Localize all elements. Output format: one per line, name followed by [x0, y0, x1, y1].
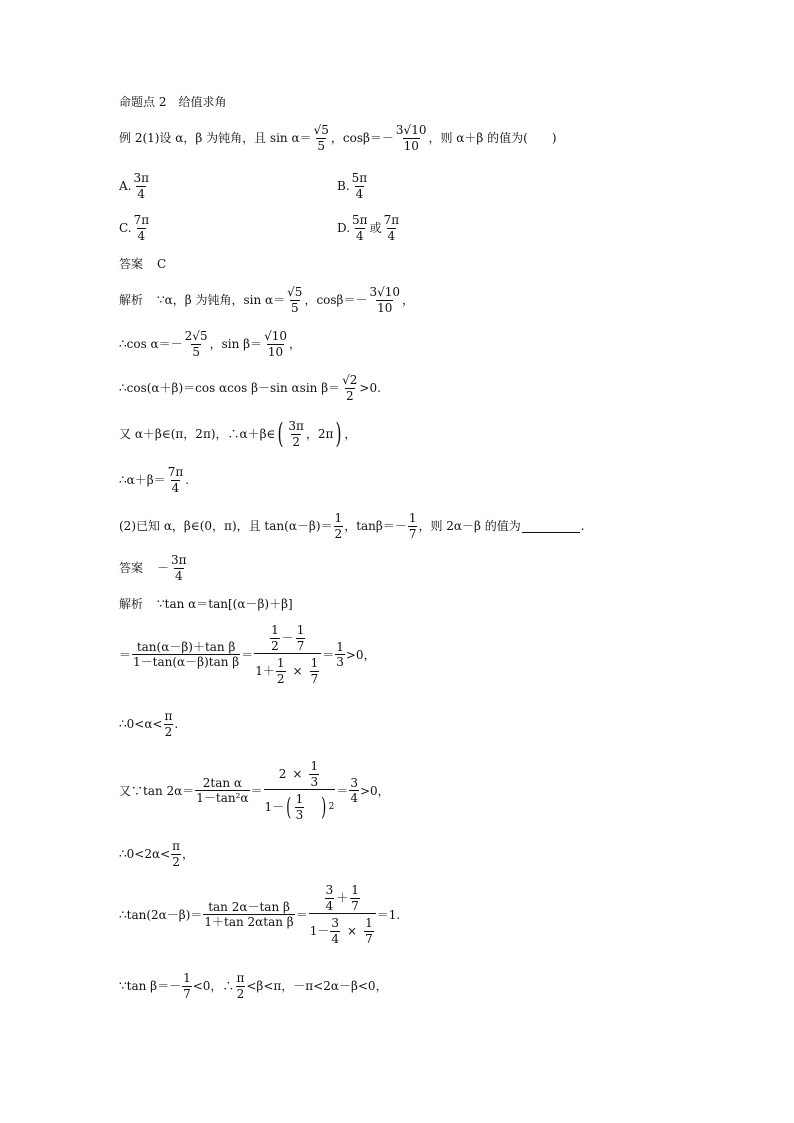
- answer-2: [119, 554, 189, 582]
- den: 5: [192, 344, 200, 359]
- num: 1: [295, 792, 304, 807]
- section-heading: [119, 96, 226, 108]
- num: 1: [310, 656, 319, 671]
- text: ∴α＋β＝: [119, 473, 166, 488]
- num: 5π: [352, 213, 368, 227]
- den: 3: [336, 655, 344, 670]
- example-label: 例 2: [119, 131, 143, 146]
- option-b: [337, 172, 369, 200]
- complex-fraction: [309, 884, 376, 945]
- den: 7: [365, 931, 373, 946]
- num: 1: [183, 971, 191, 985]
- den: 2: [236, 986, 245, 1001]
- text: >0，: [345, 647, 376, 662]
- num: 3π: [288, 419, 304, 433]
- text: ，: [182, 847, 195, 862]
- den: 2: [164, 724, 173, 739]
- option-a: [119, 172, 151, 200]
- complex-den: [254, 653, 321, 685]
- fraction: [195, 777, 249, 805]
- fraction: [167, 466, 185, 494]
- num: 1: [271, 623, 279, 637]
- den: 10: [403, 138, 419, 153]
- option-label: A.: [119, 179, 132, 194]
- complex-den: [309, 913, 376, 945]
- answer-label: 答案: [119, 257, 144, 271]
- fraction: [310, 657, 320, 685]
- right-paren: ): [321, 793, 327, 822]
- plus: ＋: [336, 890, 349, 905]
- complex-num: [268, 624, 307, 653]
- den: 4: [174, 568, 183, 583]
- solution-1-line-3: [119, 374, 381, 402]
- text: ，: [289, 337, 302, 352]
- fraction: [350, 884, 360, 912]
- fraction: [203, 901, 294, 929]
- num: 1: [296, 623, 305, 637]
- fraction-cos: [395, 124, 428, 152]
- text: 又∵tan 2α＝: [119, 783, 195, 798]
- text: (2)已知 α，β∈(0，π)，且 tan(α－β)＝: [119, 519, 333, 534]
- den: 1－tan(α－β)tan β: [133, 655, 240, 670]
- num: 5π: [351, 171, 368, 185]
- text: .: [174, 717, 179, 732]
- text: ，: [402, 293, 415, 308]
- text: ，: [344, 427, 357, 442]
- num: 7π: [383, 213, 400, 227]
- fraction: [349, 777, 359, 805]
- option-d: [337, 214, 401, 242]
- solution-label: 解析: [119, 597, 144, 611]
- den: 7: [351, 898, 359, 913]
- complex-fraction: [254, 624, 321, 685]
- text: .: [185, 473, 190, 488]
- fraction: [295, 793, 305, 821]
- den: 2: [276, 671, 285, 686]
- fraction: [184, 330, 209, 358]
- fraction: [325, 884, 335, 912]
- num: 3: [350, 775, 358, 790]
- text: .: [580, 519, 585, 534]
- num: √10: [264, 329, 287, 343]
- option-c: [119, 214, 151, 242]
- times: ×: [292, 766, 303, 781]
- text: ，则 2α－β 的值为: [418, 519, 521, 534]
- left-paren: (: [277, 417, 284, 451]
- num: 1: [334, 511, 343, 525]
- answer-1: [119, 258, 166, 270]
- text: ，sin β＝: [209, 337, 263, 352]
- text: ＝: [250, 783, 263, 798]
- den: 4: [350, 791, 358, 806]
- num: 3√10: [395, 123, 427, 137]
- den: 4: [355, 228, 364, 243]
- den: 4: [325, 898, 334, 913]
- right-paren: ): [335, 417, 342, 451]
- text: ∵tan β＝－: [119, 979, 182, 994]
- den: 4: [137, 228, 146, 243]
- text: ∴0<2α<: [119, 847, 171, 862]
- num: 2tan α: [202, 775, 243, 790]
- den: 7: [408, 526, 417, 541]
- num: √5: [287, 285, 303, 299]
- answer-sign: －: [157, 561, 170, 576]
- num: π: [172, 839, 181, 853]
- fraction: [270, 624, 280, 652]
- fraction: [309, 760, 319, 788]
- den: 2: [334, 526, 343, 541]
- left-paren: (: [286, 793, 292, 822]
- text: >0.: [359, 381, 381, 396]
- den: 7: [296, 638, 305, 653]
- num: 3: [325, 883, 334, 897]
- solution-2-line-4: [119, 760, 390, 821]
- fraction: [263, 330, 288, 358]
- den: 3: [310, 774, 319, 789]
- den: 4: [137, 186, 146, 201]
- text: ，cosβ＝－: [304, 293, 368, 308]
- num: 3π: [133, 171, 150, 185]
- solution-2-line-1: [119, 598, 293, 610]
- question-suffix: ，则 α＋β 的值为( ): [428, 131, 557, 146]
- text: 1＋: [255, 663, 275, 678]
- fraction: [335, 641, 345, 669]
- text: ＝: [119, 647, 132, 662]
- den: 4: [387, 228, 396, 243]
- num: 3√10: [369, 285, 401, 299]
- text: ∵α，β 为钝角，sin α＝: [157, 293, 286, 308]
- fraction: [171, 840, 181, 868]
- den: 1＋tan 2αtan β: [204, 915, 294, 930]
- text: ∴cos α＝－: [119, 337, 183, 352]
- text: ，2π: [305, 427, 334, 442]
- complex-num: [323, 884, 362, 913]
- num: 1: [336, 639, 344, 654]
- option-label: B.: [337, 179, 350, 194]
- text: <β<π，－π<2α－β<0，: [246, 979, 388, 994]
- option-label: D.: [337, 221, 351, 236]
- den: 7: [310, 671, 319, 686]
- fraction: [182, 972, 192, 1000]
- den: 4: [355, 186, 364, 201]
- den: 2: [292, 434, 300, 449]
- fraction: [296, 624, 306, 652]
- num: π: [236, 971, 245, 985]
- den: 1－tan²α: [196, 791, 249, 806]
- text: ∵tan α＝tan[(α－β)＋β]: [157, 597, 293, 611]
- fraction: [286, 286, 303, 314]
- text: >0，: [359, 783, 390, 798]
- text: ＝: [336, 783, 349, 798]
- text: ＝: [241, 647, 254, 662]
- option-fraction: [133, 214, 151, 242]
- solution-2-line-5: [119, 840, 194, 868]
- solution-label: 解析: [119, 293, 144, 308]
- text: ＝: [322, 647, 335, 662]
- fraction: [163, 710, 173, 738]
- option-fraction: [351, 172, 369, 200]
- den: 7: [183, 986, 191, 1001]
- den: 5: [290, 300, 299, 315]
- num: 1: [276, 656, 285, 671]
- fraction: [132, 641, 240, 669]
- fraction: [276, 657, 286, 685]
- minus: －: [281, 630, 294, 645]
- solution-2-line-2: [119, 624, 376, 685]
- den: 10: [377, 300, 393, 315]
- solution-2-line-7: [119, 972, 388, 1000]
- complex-den: [264, 789, 336, 821]
- answer-value: C: [157, 257, 167, 271]
- solution-1-line-5: [119, 466, 189, 494]
- text: 1－: [309, 923, 330, 938]
- text: 1－: [264, 799, 285, 814]
- fraction: [364, 917, 374, 945]
- fraction: [368, 286, 401, 314]
- complex-fraction: [264, 760, 336, 821]
- solution-1-line-1: [119, 286, 414, 314]
- fraction-sin: [313, 124, 330, 152]
- text: ＝: [295, 907, 308, 922]
- num: √2: [342, 373, 358, 387]
- option-or: 或: [369, 221, 382, 236]
- solution-1-line-2: [119, 330, 301, 358]
- fraction: [408, 512, 418, 540]
- num: 1: [351, 883, 359, 897]
- answer-fraction: [170, 554, 188, 582]
- den: 10: [267, 344, 284, 359]
- example-2-question: [119, 512, 585, 540]
- text: 又 α＋β∈(π，2π)，∴α＋β∈: [119, 427, 276, 442]
- option-fraction: [132, 172, 150, 200]
- fraction: [287, 420, 305, 448]
- den: 2: [345, 388, 354, 403]
- den: 5: [317, 138, 326, 153]
- complex-num: [278, 760, 321, 789]
- num: tan(α－β)＋tan β: [136, 639, 236, 654]
- num: 1: [365, 916, 373, 931]
- times: ×: [292, 663, 303, 678]
- question-prefix: (1)设 α，β 为钝角，且 sin α＝: [142, 131, 312, 146]
- text: ＝1.: [376, 907, 401, 922]
- text: 2: [278, 766, 287, 781]
- heading-text: 命题点 2 给值求角: [119, 95, 227, 109]
- option-fraction-2: [383, 214, 401, 242]
- text: ∴tan(2α－β)＝: [119, 907, 203, 922]
- answer-label: 答案: [119, 561, 144, 576]
- text: ，tanβ＝－: [344, 519, 407, 534]
- num: 1: [408, 511, 417, 525]
- fraction: [341, 374, 358, 402]
- text: ∴cos(α＋β)＝cos αcos β－sin αsin β＝: [119, 381, 341, 396]
- num: 3: [331, 916, 340, 931]
- solution-2-line-3: [119, 710, 178, 738]
- fraction: [334, 512, 344, 540]
- den: 4: [331, 931, 340, 946]
- den: 2: [271, 638, 279, 653]
- exponent: 2: [328, 801, 335, 812]
- num: 3π: [171, 553, 187, 567]
- question-mid: ，cosβ＝－: [330, 131, 394, 146]
- den: 2: [172, 854, 180, 869]
- solution-2-line-6: [119, 884, 400, 945]
- num: 7π: [133, 213, 150, 227]
- solution-1-line-4: [119, 417, 357, 451]
- option-label: C.: [119, 221, 132, 236]
- num: √5: [313, 123, 329, 137]
- den: 3: [295, 807, 304, 822]
- text: ∴0<α<: [119, 717, 163, 732]
- num: 1: [310, 759, 319, 773]
- times: ×: [347, 923, 358, 938]
- fraction: [330, 917, 340, 945]
- answer-blank: [522, 520, 580, 533]
- example-1-question: [119, 124, 557, 152]
- num: 7π: [167, 465, 184, 479]
- text: <0，∴: [192, 979, 235, 994]
- den: 4: [171, 480, 180, 495]
- num: tan 2α－tan β: [208, 899, 290, 914]
- option-fraction: [351, 214, 369, 242]
- num: π: [164, 709, 173, 723]
- fraction: [235, 972, 245, 1000]
- num: 2√5: [184, 329, 208, 343]
